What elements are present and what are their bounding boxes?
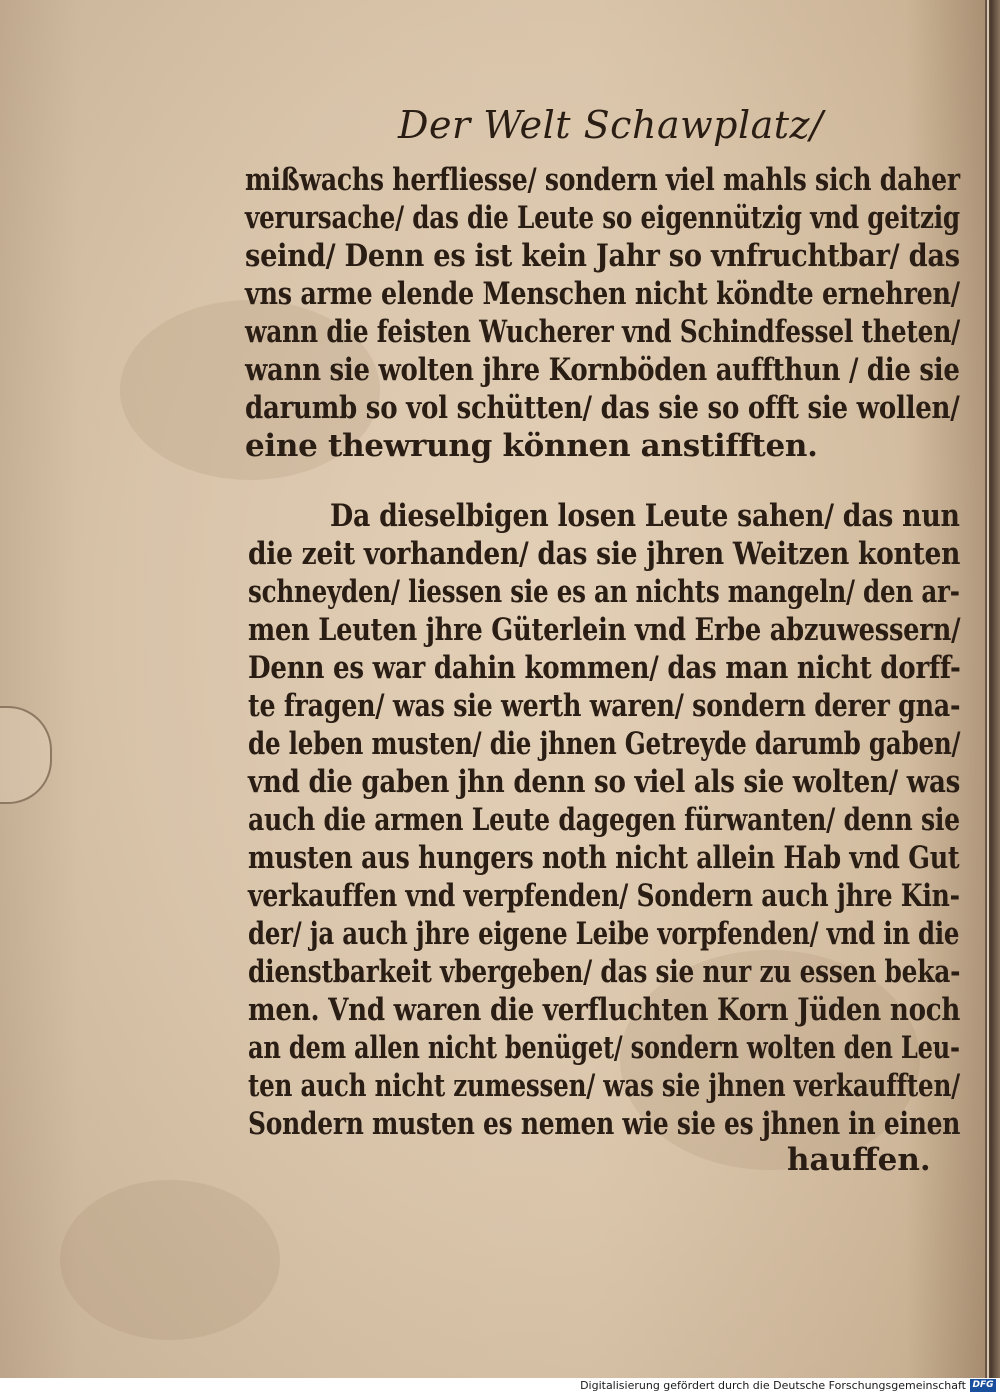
text-line: wann die feisten Wucherer vnd Schindfessel theten/ — [245, 314, 960, 350]
text-line: verkauffen vnd verpfenden/ Sondern auch jhre Kin- — [248, 878, 960, 914]
text-line: wann sie wolten jhre Kornböden auffthun / die sie — [245, 352, 960, 388]
catchword: hauffen. — [787, 1142, 931, 1178]
text-line: men. Vnd waren die verfluchten Korn Jüden noch — [248, 992, 961, 1028]
text-line: vns arme elende Menschen nicht köndte ernehren/ — [245, 276, 960, 312]
text-line: men Leuten jhre Güterlein vnd Erbe abzuwessern/ — [248, 612, 961, 648]
text-line: de leben musten/ die jhnen Getreyde darumb gaben/ — [248, 726, 961, 762]
page-curl — [0, 706, 52, 804]
text-line: eine thewrung können anstifften. — [245, 428, 818, 464]
text-line: mißwachs herfliesse/ sondern viel mahls sich daher — [245, 162, 960, 198]
text-line: die zeit vorhanden/ das sie jhren Weitzen konten — [248, 536, 961, 572]
text-line: Da dieselbigen losen Leute sahen/ das nun — [330, 498, 960, 534]
text-line: musten aus hungers noth nicht allein Hab vnd Gut — [248, 840, 960, 876]
text-line: vnd die gaben jhn denn so viel als sie wolten/ was — [248, 764, 961, 800]
funding-credit: Digitalisierung gefördert durch die Deutsche Forschungsgemeinschaft — [580, 1379, 966, 1392]
paper-stain — [60, 1180, 280, 1340]
dfg-logo: DFG — [970, 1379, 996, 1392]
running-head: Der Welt Schawplatz/ — [398, 103, 824, 147]
text-line: der/ ja auch jhre eigene Leibe vorpfenden/ vnd in die — [248, 916, 960, 952]
text-line: te fragen/ was sie werth waren/ sondern derer gna- — [248, 688, 961, 724]
text-line: Sondern musten es nemen wie sie es jhnen in einen — [248, 1106, 961, 1142]
text-line: darumb so vol schütten/ das sie so offt sie wollen/ — [245, 390, 960, 426]
text-line: Denn es war dahin kommen/ das man nicht dorff- — [248, 650, 961, 686]
book-edge — [985, 0, 1000, 1378]
text-line: verursache/ das die Leute so eigennützig vnd geitzig — [245, 200, 960, 236]
text-line: schneyden/ liessen sie es an nichts mangeln/ den ar- — [248, 574, 960, 610]
text-line: seind/ Denn es ist kein Jahr so vnfruchtbar/ das — [245, 238, 960, 274]
text-line: ten auch nicht zumessen/ was sie jhnen verkaufften/ — [248, 1068, 960, 1104]
text-line: dienstbarkeit vbergeben/ das sie nur zu essen beka- — [248, 954, 961, 990]
text-line: an dem allen nicht benüget/ sondern wolten den Leu- — [248, 1030, 960, 1066]
text-line: auch die armen Leute dagegen fürwanten/ denn sie — [248, 802, 960, 838]
